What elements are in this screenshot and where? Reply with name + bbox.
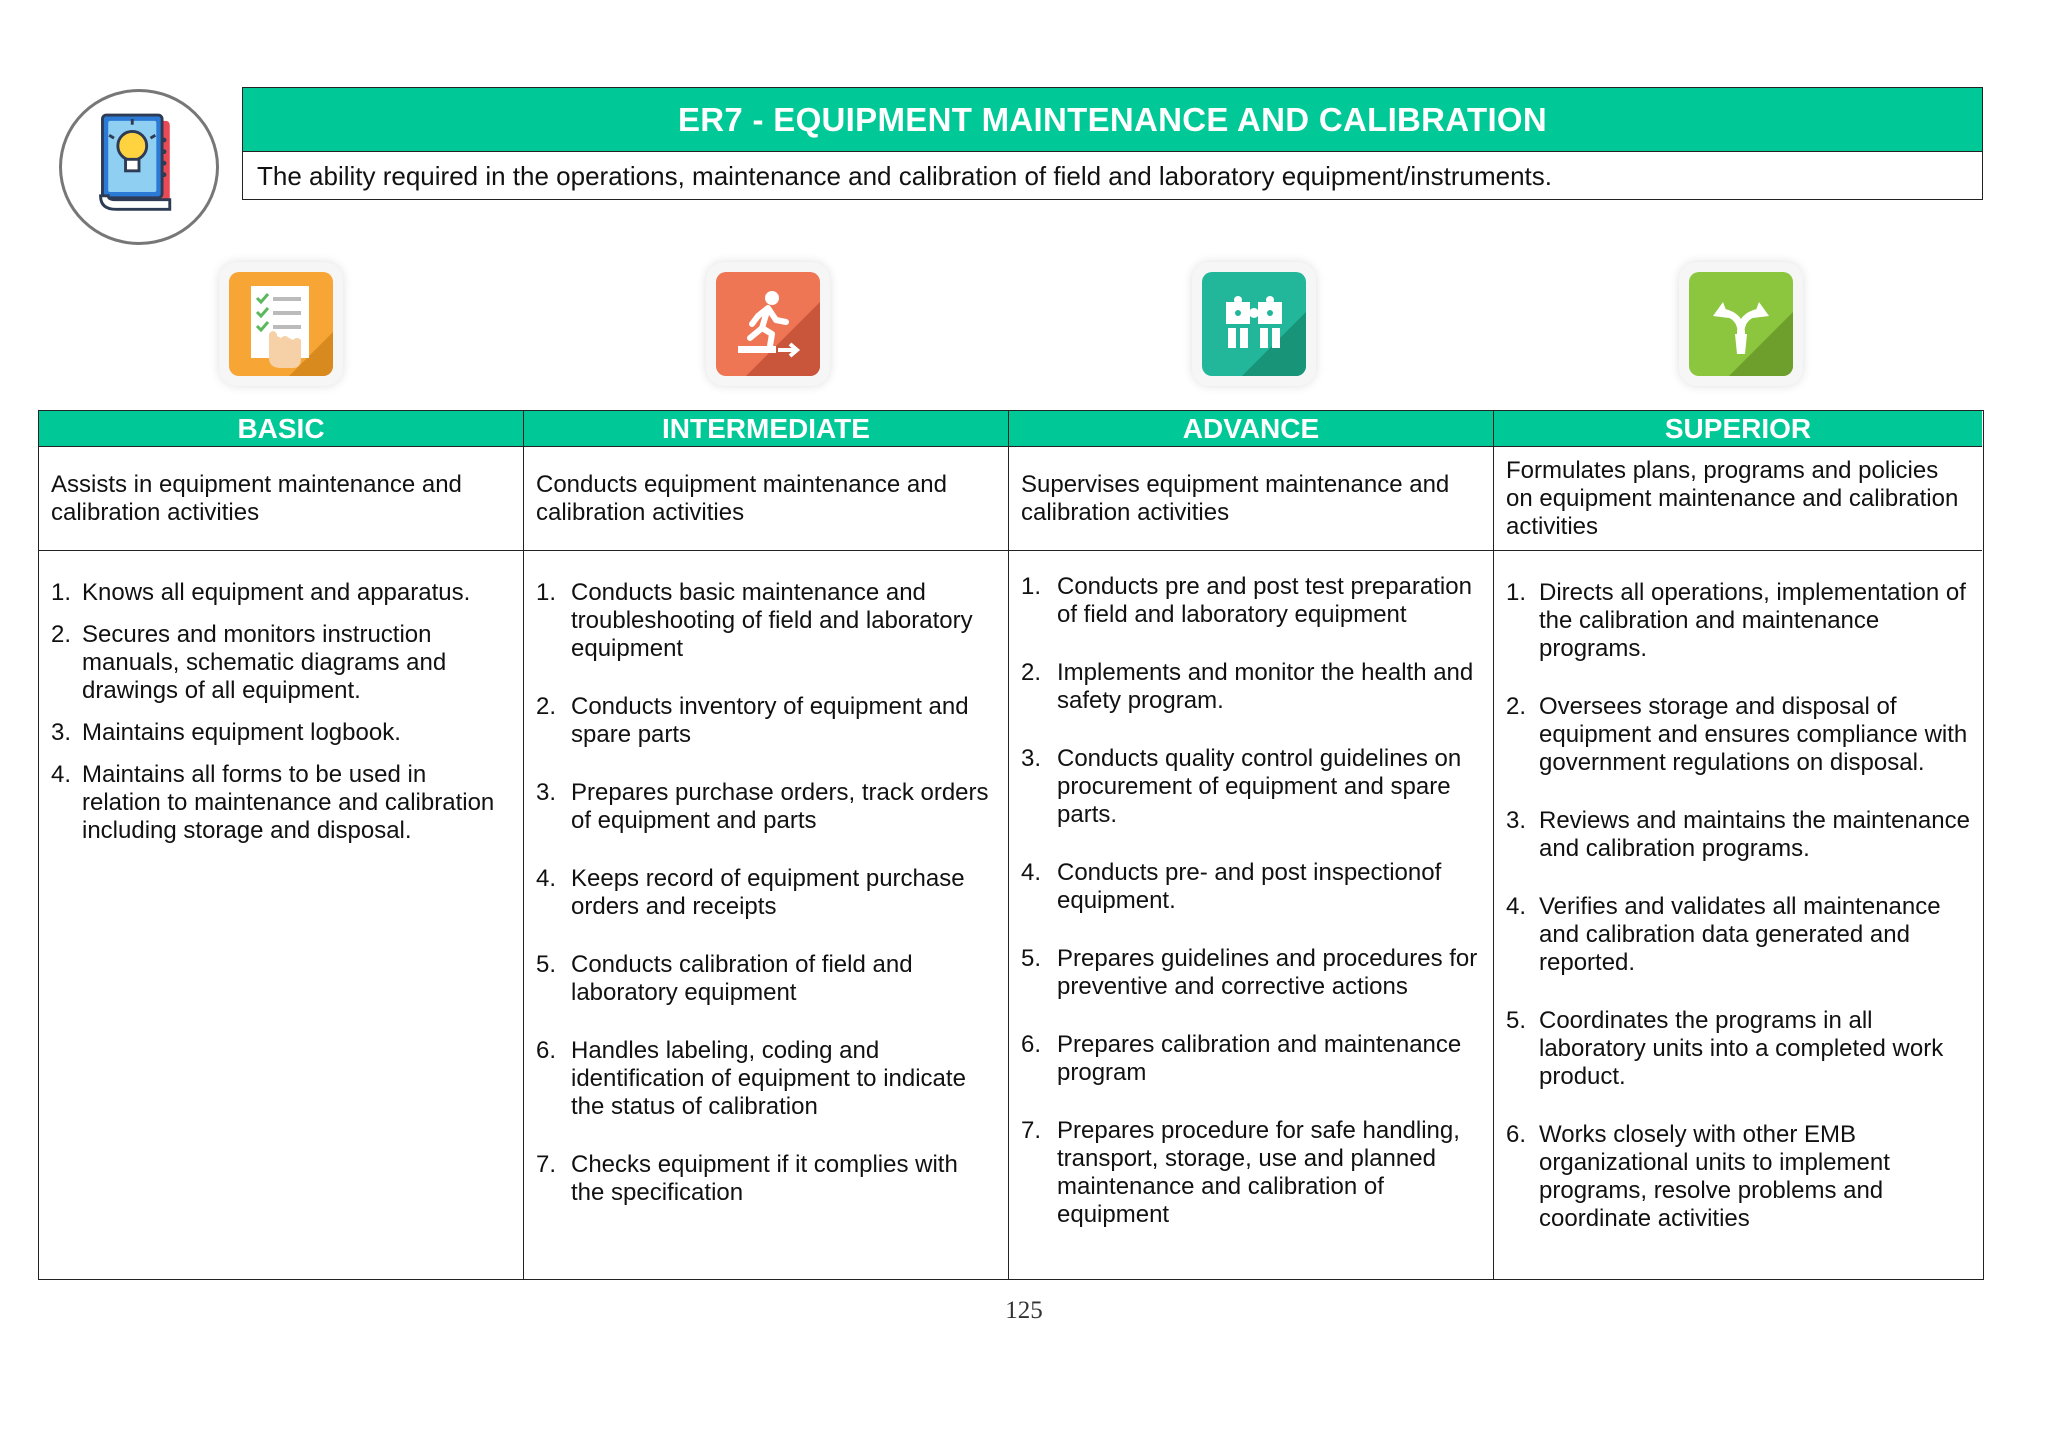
competency-description: The ability required in the operations, maintenance and calibration of field and laboratory equipment/instruments. [257,160,1552,191]
summary-text: Assists in equipment maintenance and calibration activities [51,470,462,526]
list-item: 3. Prepares purchase orders, track orders of equipment and parts [536,779,989,834]
runner-exit-icon [706,262,830,386]
list-item: 6. Handles labeling, coding and identification of equipment to indicate the status of calibration [536,1037,966,1120]
list-item: 7. Prepares procedure for safe handling, transport, storage, use and planned maintenance and calibration of equipment [1021,1117,1460,1228]
list-item: 5. Coordinates the programs in all laboratory units into a completed work product. [1506,1007,1944,1090]
list-item: 7. Checks equipment if it complies with the specification [536,1151,958,1206]
list-item: 3. Reviews and maintains the maintenance and calibration programs. [1506,807,1970,862]
list-item: 4. Maintains all forms to be used in relation to maintenance and calibration including storage and disposal. [51,761,495,844]
level-items-intermediate [524,551,1009,1279]
level-summary-superior [1494,447,1982,551]
level-items-advance [1009,551,1494,1279]
list-item: 3. Conducts quality control guidelines on procurement of equipment and spare parts. [1021,745,1462,828]
level-header-advance: ADVANCE [1009,411,1494,447]
list-item: 5. Conducts calibration of field and laboratory equipment [536,951,913,1006]
competency-title: ER7 - EQUIPMENT MAINTENANCE AND CALIBRATION [243,88,1982,152]
summary-text: Conducts equipment maintenance and calibration activities [536,470,947,526]
list-item: 6. Works closely with other EMB organizational units to implement programs, resolve problems and coordinate activities [1506,1121,1890,1232]
list-item: 6. Prepares calibration and maintenance program [1021,1031,1462,1086]
page-number: 125 [1005,1297,1043,1324]
level-items-superior [1494,551,1982,1279]
level-header-superior: SUPERIOR [1494,411,1982,447]
level-summary-basic [39,447,524,551]
list-item: 2. Secures and monitors instruction manuals, schematic diagrams and drawings of all equipment. [51,621,447,704]
level-items-basic [39,551,524,1279]
list-item: 5. Prepares guidelines and procedures for preventive and corrective actions [1021,945,1478,1000]
list-item: 2. Oversees storage and disposal of equipment and ensures compliance with government regulations on disposal. [1506,693,1968,776]
list-item: 1. Conducts basic maintenance and troubleshooting of field and laboratory equipment [536,579,973,662]
list-item: 3. Maintains equipment logbook. [51,719,401,746]
direction-arrows-icon [1679,262,1803,386]
summary-text: Supervises equipment maintenance and calibration activities [1021,470,1450,526]
list-item: 1. Conducts pre and post test preparation of field and laboratory equipment [1021,573,1472,628]
list-item: 4. Conducts pre- and post inspectionof equipment. [1021,859,1442,914]
list-item: 1. Knows all equipment and apparatus. [51,579,471,606]
list-item: 4. Verifies and validates all maintenance and calibration data generated and reported. [1506,893,1941,976]
list-item: 2. Implements and monitor the health and safety program. [1021,659,1474,714]
list-item: 2. Conducts inventory of equipment and spare parts [536,693,969,748]
competency-title-box [242,87,1983,200]
level-summary-advance [1009,447,1494,551]
level-header-intermediate: INTERMEDIATE [524,411,1009,447]
list-item: 4. Keeps record of equipment purchase orders and receipts [536,865,965,920]
puzzle-people-icon [1192,262,1316,386]
level-header-basic: BASIC [39,411,524,447]
list-item: 1. Directs all operations, implementation of the calibration and maintenance programs. [1506,579,1966,662]
level-summary-intermediate [524,447,1009,551]
summary-text: Formulates plans, programs and policies on equipment maintenance and calibration activities [1506,456,1959,540]
competency-levels-table [38,410,1984,1280]
checklist-icon [219,262,343,386]
book-lightbulb-icon [59,89,219,245]
